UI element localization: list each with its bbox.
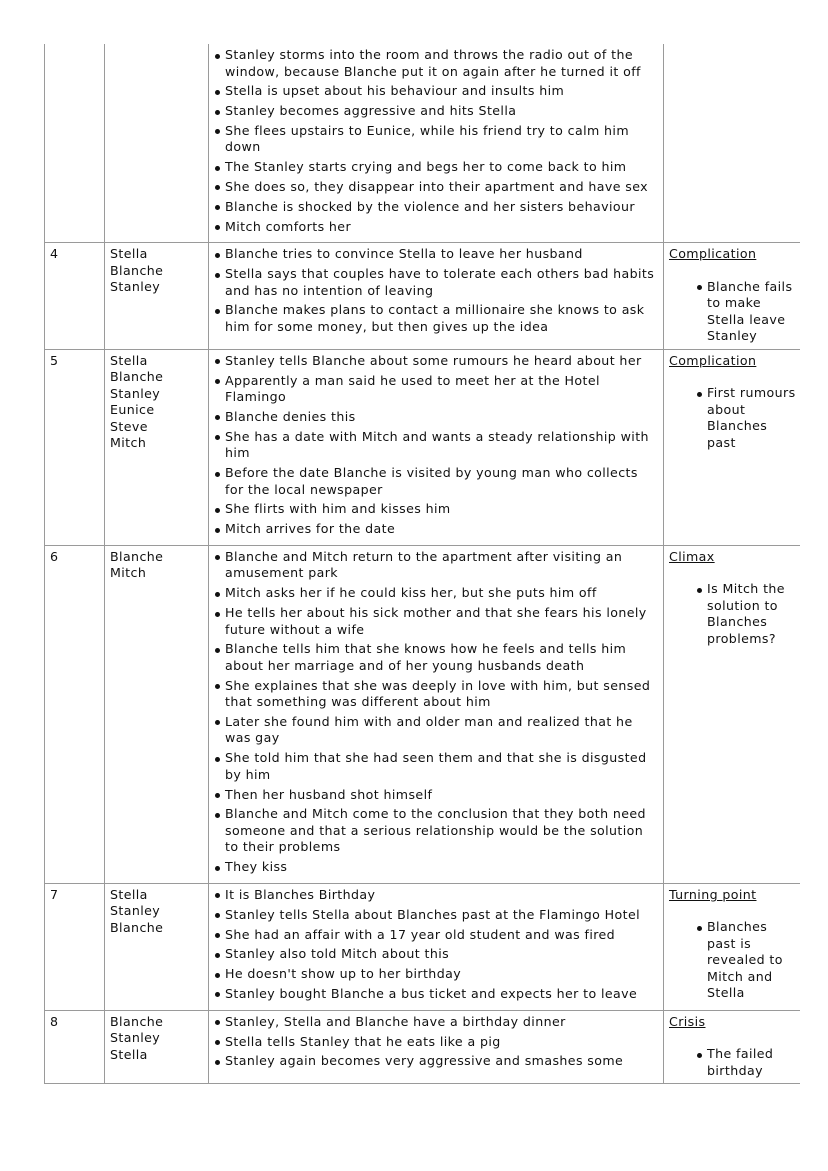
stage-note: Blanches past is revealed to Mitch and Stella [697,919,796,1002]
character-name: Mitch [110,565,147,581]
stage-cell [664,1010,801,1084]
character-name: Blanche [110,1013,164,1029]
scene-table-body [45,44,801,1084]
event-item: Stanley storms into the room and throws the radio out of the window, because Blanche put it on again after he turned it off [214,47,659,80]
event-item: Apparently a man said he used to meet her at the Hotel Flamingo [214,373,659,406]
event-item: Mitch asks her if he could kiss her, but she puts him off [214,585,659,602]
stage-cell [664,545,801,883]
events-list [214,887,659,1002]
character-name: Mitch [110,435,147,451]
event-item: Stanley again becomes very aggressive and smashes some [214,1053,659,1070]
event-item: Stanley also told Mitch about this [214,946,659,963]
table-row [45,44,801,243]
events-cell [209,1010,664,1084]
event-item: She told him that she had seen them and that she is disgusted by him [214,750,659,783]
character-name: Blanche [110,369,164,385]
events-cell [209,883,664,1010]
event-item: Later she found him with and older man and realized that he was gay [214,714,659,747]
events-cell [209,349,664,545]
stage-notes-list [669,1046,796,1079]
event-item: Stanley bought Blanche a bus ticket and expects her to leave [214,986,659,1003]
table-row [45,349,801,545]
scene-number [45,44,105,243]
event-item: Mitch comforts her [214,219,659,236]
character-name: Stella [110,246,148,262]
event-item: She flees upstairs to Eunice, while his friend try to calm him down [214,123,659,156]
events-list [214,549,659,876]
events-cell [209,243,664,350]
stage-title: Turning point [669,886,757,902]
stage-title: Crisis [669,1013,706,1029]
event-item: He doesn't show up to her birthday [214,966,659,983]
stage-note: First rumours about Blanches past [697,385,796,451]
event-item: Stella tells Stanley that he eats like a pig [214,1034,659,1051]
event-item: She flirts with him and kisses him [214,501,659,518]
characters-cell [105,44,209,243]
event-item: Before the date Blanche is visited by young man who collects for the local newspaper [214,465,659,498]
stage-title: Climax [669,548,715,564]
scene-table [44,44,800,1084]
characters-cell [105,349,209,545]
table-row [45,545,801,883]
event-item: Stanley, Stella and Blanche have a birthday dinner [214,1014,659,1031]
characters-cell [105,243,209,350]
document-page [44,44,800,1106]
character-name: Steve [110,418,148,434]
characters-cell [105,1010,209,1084]
scene-number: 7 [45,883,105,1010]
event-item: Blanche tells him that she knows how he feels and tells him about her marriage and of her young husbands death [214,641,659,674]
stage-cell [664,44,801,243]
scene-number: 8 [45,1010,105,1084]
event-item: Blanche and Mitch come to the conclusion that they both need someone and that a serious relationship would be the solution to their problems [214,806,659,856]
event-item: Stanley becomes aggressive and hits Stella [214,103,659,120]
character-name: Stella [110,1046,148,1062]
stage-cell [664,883,801,1010]
stage-notes-list [669,581,796,647]
stage-note: The failed birthday [697,1046,796,1079]
events-list [214,1014,659,1070]
character-name: Stanley [110,903,161,919]
character-name: Blanche [110,919,164,935]
events-cell [209,545,664,883]
event-item: Blanche and Mitch return to the apartment after visiting an amusement park [214,549,659,582]
stage-cell [664,243,801,350]
scene-number: 5 [45,349,105,545]
stage-title: Complication [669,352,757,368]
table-row [45,1010,801,1084]
event-item: Stella says that couples have to tolerate each others bad habits and has no intention of leaving [214,266,659,299]
event-item: She does so, they disappear into their apartment and have sex [214,179,659,196]
stage-cell [664,349,801,545]
event-item: It is Blanches Birthday [214,887,659,904]
character-name: Blanche [110,262,164,278]
event-item: The Stanley starts crying and begs her to come back to him [214,159,659,176]
scene-number: 6 [45,545,105,883]
events-list [214,353,659,538]
event-item: She had an affair with a 17 year old student and was fired [214,927,659,944]
event-item: Stella is upset about his behaviour and insults him [214,83,659,100]
event-item: Stanley tells Stella about Blanches past at the Flamingo Hotel [214,907,659,924]
stage-note: Blanche fails to make Stella leave Stanley [697,279,796,345]
events-cell [209,44,664,243]
event-item: He tells her about his sick mother and that she fears his lonely future without a wife [214,605,659,638]
event-item: She explaines that she was deeply in love with him, but sensed that something was different about him [214,678,659,711]
table-row [45,883,801,1010]
character-name: Eunice [110,402,155,418]
stage-notes-list [669,385,796,451]
stage-notes-list [669,279,796,345]
character-name: Stella [110,886,148,902]
characters-cell [105,883,209,1010]
character-name: Blanche [110,548,164,564]
event-item: Blanche is shocked by the violence and her sisters behaviour [214,199,659,216]
character-name: Stanley [110,1030,161,1046]
stage-note: Is Mitch the solution to Blanches problems? [697,581,796,647]
characters-cell [105,545,209,883]
event-item: Stanley tells Blanche about some rumours he heard about her [214,353,659,370]
event-item: Mitch arrives for the date [214,521,659,538]
character-name: Stanley [110,279,161,295]
events-list [214,246,659,335]
character-name: Stella [110,352,148,368]
event-item: Blanche makes plans to contact a millionaire she knows to ask him for some money, but then gives up the idea [214,302,659,335]
event-item: They kiss [214,859,659,876]
table-row [45,243,801,350]
stage-title: Complication [669,246,757,262]
event-item: Blanche denies this [214,409,659,426]
scene-number: 4 [45,243,105,350]
stage-notes-list [669,919,796,1002]
event-item: She has a date with Mitch and wants a steady relationship with him [214,429,659,462]
character-name: Stanley [110,385,161,401]
event-item: Blanche tries to convince Stella to leave her husband [214,246,659,263]
event-item: Then her husband shot himself [214,787,659,804]
events-list [214,47,659,235]
